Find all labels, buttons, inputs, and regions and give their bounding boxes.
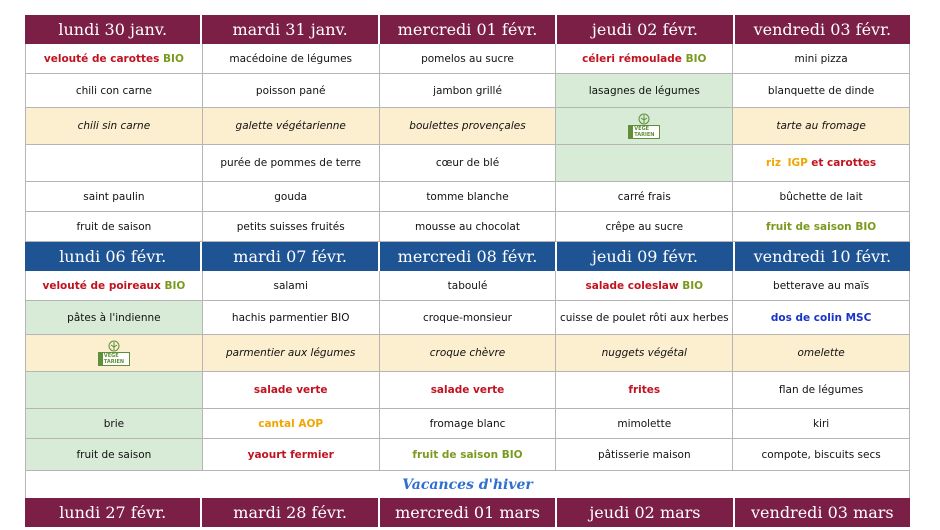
day-header: mardi 07 févr. — [202, 242, 379, 271]
day-header: mercredi 01 févr. — [380, 15, 557, 44]
day-header: lundi 30 janv. — [25, 15, 202, 44]
igp-label: IGP — [787, 157, 808, 169]
menu-cell — [556, 271, 733, 301]
menu-cell: fromage blanc — [380, 409, 557, 439]
menu-cell: flan de légumes — [733, 372, 910, 409]
menu-cell: blanquette de dinde — [733, 74, 910, 108]
menu-cell: cantal AOP — [203, 409, 380, 439]
day-header: mardi 31 janv. — [202, 15, 379, 44]
menu-cell: tomme blanche — [380, 182, 557, 212]
menu-cell: fruit de saison BIO — [380, 439, 557, 471]
entree-row — [25, 44, 910, 74]
menu-cell: nuggets végétal — [556, 335, 733, 372]
menu-cell — [556, 44, 733, 74]
week-header-row — [25, 498, 910, 527]
menu-cell: jambon grillé — [380, 74, 557, 108]
menu-cell: macédoine de légumes — [203, 44, 380, 74]
menu-cell — [733, 145, 910, 182]
accompagnement-row — [25, 145, 910, 182]
menu-cell: bûchette de lait — [733, 182, 910, 212]
menu-cell: compote, biscuits secs — [733, 439, 910, 471]
day-header: mercredi 08 févr. — [380, 242, 557, 271]
menu-cell: pomelos au sucre — [380, 44, 557, 74]
menu-cell: fruit de saison — [25, 439, 203, 471]
week-header-row — [25, 242, 910, 271]
dish-name: velouté de carottes — [43, 52, 160, 65]
dish-name: salade coleslaw — [585, 279, 679, 292]
menu-cell — [556, 108, 733, 145]
vege-row — [25, 335, 910, 372]
menu-cell: yaourt fermier — [203, 439, 380, 471]
menu-cell: hachis parmentier BIO — [203, 301, 380, 335]
menu-cell: croque chèvre — [380, 335, 557, 372]
menu-cell — [25, 372, 203, 409]
menu-cell: fruit de saison — [25, 212, 203, 242]
menu-table — [25, 15, 910, 527]
menu-cell: mini pizza — [733, 44, 910, 74]
menu-cell: carré frais — [556, 182, 733, 212]
menu-cell: crêpe au sucre — [556, 212, 733, 242]
menu-cell: fruit de saison BIO — [733, 212, 910, 242]
menu-cell: cœur de blé — [380, 145, 557, 182]
menu-cell: salami — [203, 271, 380, 301]
menu-cell: kiri — [733, 409, 910, 439]
menu-cell: lasagnes de légumes — [556, 74, 733, 108]
day-header: lundi 27 févr. — [25, 498, 202, 527]
menu-cell: purée de pommes de terre — [203, 145, 380, 182]
vege-row — [25, 108, 910, 145]
menu-cell: brie — [25, 409, 203, 439]
plat-row — [25, 301, 910, 335]
menu-cell: croque-monsieur — [380, 301, 557, 335]
menu-cell — [25, 44, 203, 74]
menu-cell: mimolette — [556, 409, 733, 439]
dish-name: céleri rémoulade — [582, 52, 682, 65]
dessert-row — [25, 439, 910, 471]
menu-cell: boulettes provençales — [380, 108, 557, 145]
accompagnement-row — [25, 372, 910, 409]
vacances-banner: Vacances d'hiver — [25, 471, 910, 498]
menu-cell — [25, 335, 203, 372]
menu-cell: mousse au chocolat — [380, 212, 557, 242]
bio-label: BIO — [163, 52, 184, 65]
menu-cell: omelette — [733, 335, 910, 372]
fromage-row — [25, 182, 910, 212]
dish-name: et carottes — [811, 157, 877, 169]
menu-cell: petits suisses fruités — [203, 212, 380, 242]
menu-cell: taboulé — [380, 271, 557, 301]
day-header: vendredi 03 févr. — [735, 15, 910, 44]
entree-row — [25, 271, 910, 301]
day-header: jeudi 02 mars — [557, 498, 734, 527]
menu-cell: poisson pané — [203, 74, 380, 108]
menu-cell: chili sin carne — [25, 108, 203, 145]
day-header: jeudi 02 févr. — [557, 15, 734, 44]
day-header: vendredi 10 févr. — [735, 242, 910, 271]
bio-label: BIO — [685, 52, 707, 65]
menu-cell — [556, 145, 733, 182]
menu-cell — [25, 271, 203, 301]
menu-cell: cuisse de poulet rôti aux herbes — [556, 301, 733, 335]
menu-cell: tarte au fromage — [733, 108, 910, 145]
bio-label: BIO — [682, 279, 704, 292]
day-header: lundi 06 févr. — [25, 242, 202, 271]
menu-cell: pâtes à l'indienne — [25, 301, 203, 335]
menu-cell: salade verte — [380, 372, 557, 409]
menu-cell: chili con carne — [25, 74, 203, 108]
day-header: mardi 28 févr. — [202, 498, 379, 527]
day-header: mercredi 01 mars — [380, 498, 557, 527]
menu-cell: frites — [556, 372, 733, 409]
menu-cell: parmentier aux légumes — [203, 335, 380, 372]
day-header: jeudi 09 févr. — [557, 242, 734, 271]
fromage-row — [25, 409, 910, 439]
menu-cell: pâtisserie maison — [556, 439, 733, 471]
menu-cell: dos de colin MSC — [733, 301, 910, 335]
week-header-row — [25, 15, 910, 44]
vegetarian-logo-icon: VÉGÉ TARIEN — [98, 340, 130, 366]
menu-cell: betterave au maïs — [733, 271, 910, 301]
bio-label: BIO — [164, 279, 186, 292]
menu-cell — [25, 145, 203, 182]
dish-name: velouté de poireaux — [42, 279, 161, 292]
menu-cell: saint paulin — [25, 182, 203, 212]
day-header: vendredi 03 mars — [735, 498, 910, 527]
plat-row — [25, 74, 910, 108]
dish-name: riz — [766, 157, 781, 169]
menu-cell: gouda — [203, 182, 380, 212]
menu-cell: galette végétarienne — [203, 108, 380, 145]
menu-cell: salade verte — [203, 372, 380, 409]
dessert-row — [25, 212, 910, 242]
vegetarian-logo-icon: VÉGÉ TARIEN — [628, 113, 660, 139]
